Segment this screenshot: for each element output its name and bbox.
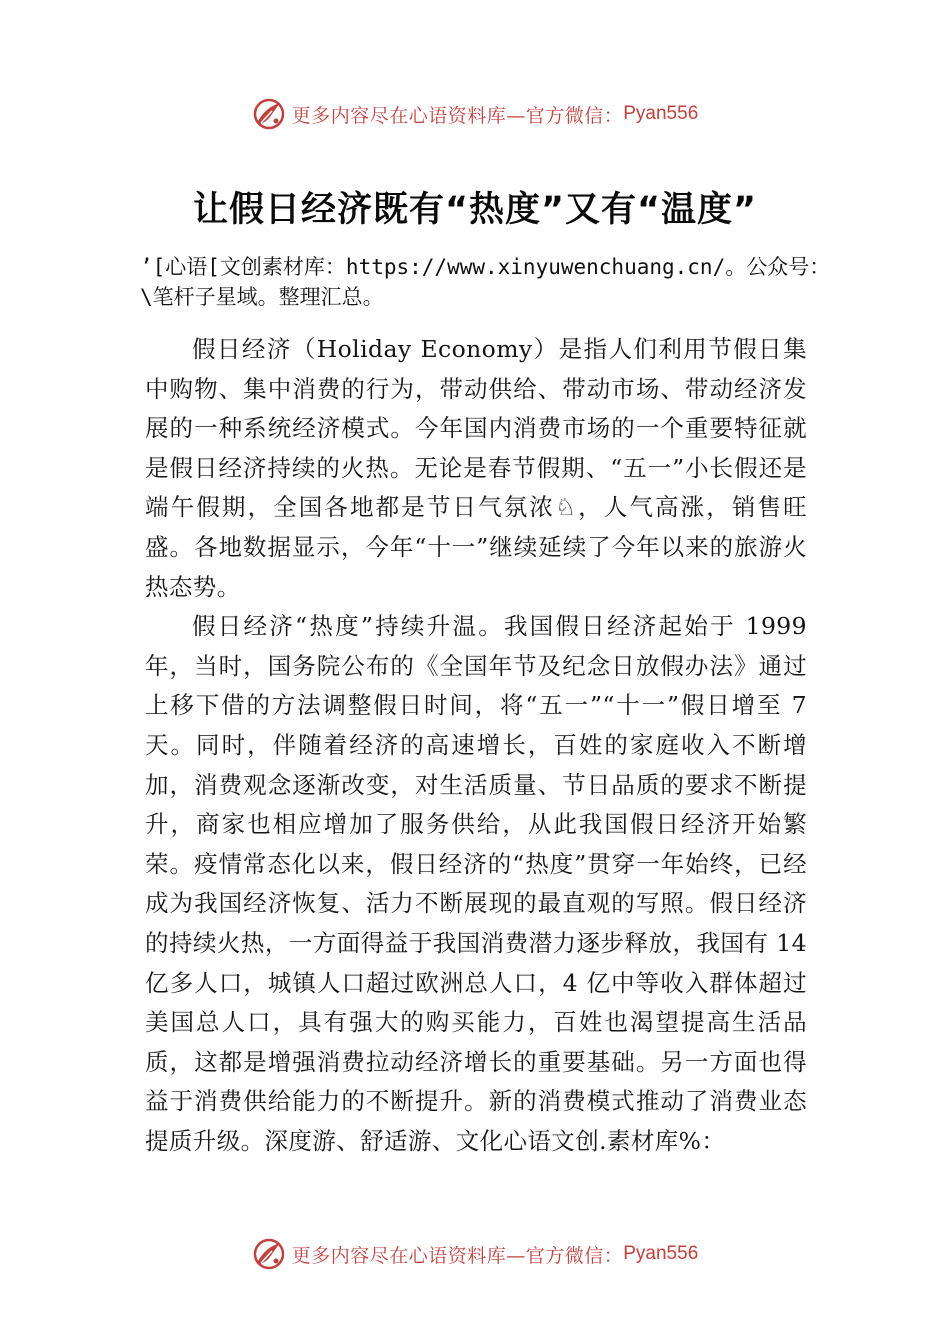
article-body	[145, 330, 807, 1161]
pen-logo-icon	[252, 97, 286, 131]
header-banner	[0, 94, 950, 134]
footer-banner-handle: Pyan556	[623, 1243, 699, 1264]
paragraph-2: 假日经济“热度”持续升温。我国假日经济起始于 1999 年，当时，国务院公布的《全国年节及纪念日放假办法》通过上移下借的方法调整假日时间，将“五一”“十一”假日增至 7 天。同时，伴随着经济的高速增长，百姓的家庭收入不断增加，消费观念逐渐改变，对生活质量、节日品质的要求不断提升，商家也相应增加了服务供给，从此我国假日经济开始繁荣。疫情常态化以来，假日经济的“热度”贯穿一年始终，已经成为我国经济恢复、活力不断展现的最直观的写照。假日经济的持续火热，一方面得益于我国消费潜力逐步释放，我国有 14 亿多人口，城镇人口超过欧洲总人口，4 亿中等收入群体超过美国总人口，具有强大的购买能力，百姓也渴望提高生活品质，这都是增强消费拉动经济增长的重要基础。另一方面也得益于消费供给能力的不断提升。新的消费模式推动了消费业态提质升级。深度游、舒适游、文化心语文创.素材库%：	[145, 612, 807, 1155]
source-line: ’[心语[文创素材库：https://www.xinyuwenchuang.cn/。公众号：\笔杆子星域。整理汇总。	[140, 255, 831, 309]
header-banner-handle: Pyan556	[623, 103, 699, 124]
header-banner-text: 更多内容尽在心语资料库—官方微信：	[291, 104, 624, 127]
paragraph-1: 假日经济（Holiday Economy）是指人们利用节假日集中购物、集中消费的行为，带动供给、带动市场、带动经济发展的一种系统经济模式。今年国内消费市场的一个重要特征就是假日经济持续的火热。无论是春节假期、“五一”小长假还是端午假期，全国各地都是节日气氛浓♘，人气高涨，销售旺盛。各地数据显示，今年“十一”继续延续了今年以来的旅游火热态势。	[145, 335, 807, 601]
pen-logo-icon	[252, 1237, 286, 1271]
document-title: 让假日经济既有“热度”又有“温度”	[192, 190, 757, 230]
footer-banner-text: 更多内容尽在心语资料库—官方微信：	[291, 1244, 624, 1267]
footer-banner	[0, 1234, 950, 1274]
